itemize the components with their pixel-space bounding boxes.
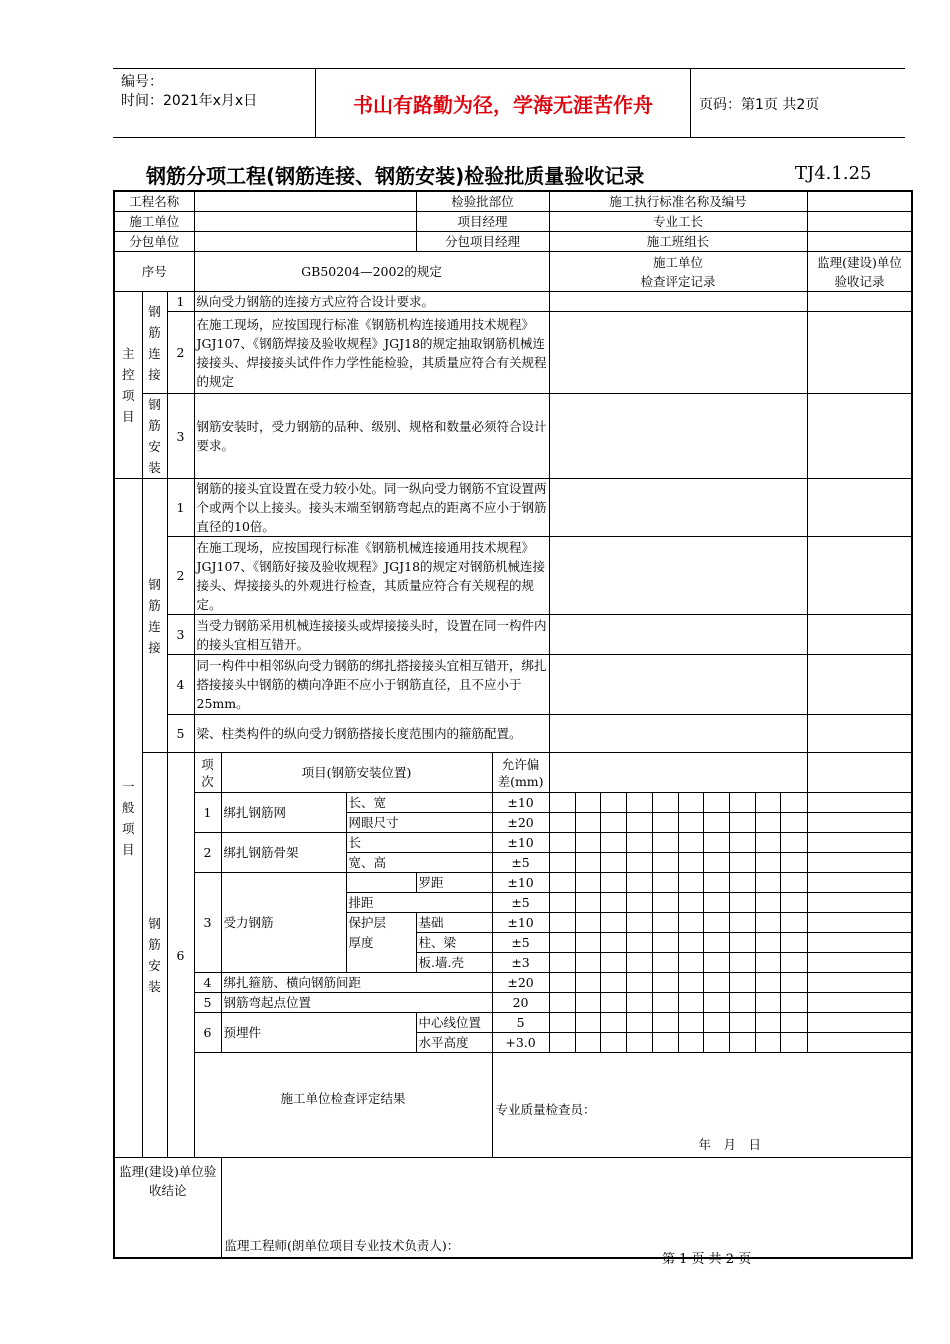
- gen-item-1-record[interactable]: [549, 479, 807, 537]
- measure-cell[interactable]: [627, 1013, 653, 1032]
- measure-grid[interactable]: [549, 853, 807, 873]
- gen-item-3-accept[interactable]: [807, 615, 912, 655]
- col-contractor-record: 施工单位 检查评定记录: [549, 252, 807, 292]
- page-header: [113, 68, 905, 138]
- page-footer: 第 1 页 共 2 页: [662, 1252, 752, 1267]
- label-team-leader: 施工班组长: [549, 232, 807, 252]
- measure-cell[interactable]: [678, 793, 704, 812]
- measure-cell[interactable]: [627, 793, 653, 812]
- install-r5-tol: 20: [492, 993, 549, 1013]
- measure-cell[interactable]: [678, 873, 704, 892]
- measure-cell[interactable]: [550, 893, 576, 912]
- measure-cell[interactable]: [781, 1033, 807, 1052]
- install-r3-name: 受力钢筋: [221, 873, 346, 973]
- measure-grid-table: [550, 953, 807, 972]
- measure-grid[interactable]: [549, 873, 807, 893]
- main-sub-install: 钢 筋 安 装: [142, 394, 167, 479]
- measure-cell[interactable]: [755, 1033, 781, 1052]
- measure-cell[interactable]: [704, 833, 730, 852]
- measure-cell[interactable]: [729, 853, 755, 872]
- measure-cell[interactable]: [601, 853, 627, 872]
- measure-cell[interactable]: [575, 1033, 601, 1052]
- measure-cell[interactable]: [652, 953, 678, 972]
- measure-cell[interactable]: [729, 953, 755, 972]
- measure-cell[interactable]: [652, 853, 678, 872]
- main-item-1-accept[interactable]: [807, 292, 912, 312]
- measure-cell[interactable]: [704, 793, 730, 812]
- install-r3b-accept[interactable]: [807, 893, 912, 913]
- measure-cell[interactable]: [678, 973, 704, 992]
- measure-cell[interactable]: [550, 793, 576, 812]
- main-item-3-no: 3: [167, 394, 194, 479]
- main-item-3-text: 钢筋安装时，受力钢筋的品种、级别、规格和数量必须符合设计要求。: [194, 394, 549, 479]
- measure-cell[interactable]: [781, 813, 807, 832]
- measure-cell[interactable]: [755, 833, 781, 852]
- install-r6-name: 预埋件: [221, 1013, 416, 1053]
- measure-cell[interactable]: [652, 813, 678, 832]
- measure-cell[interactable]: [575, 893, 601, 912]
- measure-cell[interactable]: [781, 973, 807, 992]
- gen-item-1-no: 1: [167, 479, 194, 537]
- measure-cell[interactable]: [729, 893, 755, 912]
- install-r3c-accept[interactable]: [807, 913, 912, 933]
- install-r3e: 板.墙.壳: [416, 953, 492, 973]
- gen-item-1-text: 钢筋的接头宜设置在受力较小处。同一纵向受力钢筋不宜设置两个或两个以上接头。接头末端至钢筋弯起点的距离不应小于钢筋直径的10倍。: [194, 479, 549, 537]
- install-r6-no: 6: [194, 1013, 221, 1053]
- gen-item-2-no: 2: [167, 537, 194, 615]
- install-r1b-accept[interactable]: [807, 813, 912, 833]
- value-subcontractor[interactable]: [194, 232, 416, 252]
- measure-cell[interactable]: [704, 813, 730, 832]
- main-item-3-accept[interactable]: [807, 394, 912, 479]
- value-team-leader[interactable]: [807, 232, 912, 252]
- measure-cell[interactable]: [781, 913, 807, 932]
- measure-cell[interactable]: [729, 993, 755, 1012]
- label-pm: 项目经理: [416, 212, 549, 232]
- measure-cell[interactable]: [550, 933, 576, 952]
- measure-cell[interactable]: [575, 833, 601, 852]
- install-r2b: 宽、高: [346, 853, 492, 873]
- measure-cell[interactable]: [678, 1013, 704, 1032]
- install-head-record[interactable]: [549, 753, 807, 793]
- measure-cell[interactable]: [601, 993, 627, 1012]
- time-label: 时间：2021年x月x日: [121, 93, 258, 109]
- measure-cell[interactable]: [652, 1013, 678, 1032]
- measure-cell[interactable]: [652, 833, 678, 852]
- measure-grid[interactable]: [549, 933, 807, 953]
- measure-cell[interactable]: [627, 933, 653, 952]
- number-label: 编号：: [121, 74, 163, 90]
- measure-cell[interactable]: [678, 813, 704, 832]
- gen-item-2-accept[interactable]: [807, 537, 912, 615]
- install-r3e-accept[interactable]: [807, 953, 912, 973]
- measure-grid-table: [550, 893, 807, 912]
- measure-grid[interactable]: [549, 973, 807, 993]
- measure-grid-table: [550, 993, 807, 1012]
- measure-grid[interactable]: [549, 833, 807, 853]
- measure-cell[interactable]: [601, 873, 627, 892]
- install-r1a-accept[interactable]: [807, 793, 912, 813]
- measure-grid-table: [550, 873, 807, 892]
- gen-item-1-accept[interactable]: [807, 479, 912, 537]
- measure-cell[interactable]: [781, 1013, 807, 1032]
- measure-cell[interactable]: [652, 973, 678, 992]
- measure-grid-table: [550, 793, 807, 812]
- col-spec: GB50204—2002的规定: [194, 252, 549, 292]
- main-item-3-record[interactable]: [549, 394, 807, 479]
- label-contractor: 施工单位: [114, 212, 194, 232]
- gen-item-3-record[interactable]: [549, 615, 807, 655]
- measure-cell[interactable]: [755, 893, 781, 912]
- measure-cell[interactable]: [678, 913, 704, 932]
- main-items-label: 主 控 项 目: [114, 292, 142, 479]
- value-contractor[interactable]: [194, 212, 416, 232]
- measure-cell[interactable]: [627, 1033, 653, 1052]
- measure-cell[interactable]: [550, 873, 576, 892]
- install-r2a-tol: ±10: [492, 833, 549, 853]
- general-sub-install: 钢 筋 安 装: [142, 753, 167, 1158]
- measure-cell[interactable]: [575, 853, 601, 872]
- measure-grid-table: [550, 1033, 807, 1052]
- main-sub-connection: 钢 筋 连 接: [142, 292, 167, 394]
- measure-cell[interactable]: [550, 953, 576, 972]
- gen-item-4-text: 同一构件中相邻纵向受力钢筋的绑扎搭接接头宜相互错开，绑扎搭接接头中钢筋的横向净距不应小于钢筋直径，且不应小于25mm。: [194, 655, 549, 715]
- install-r6b-tol: +3.0: [492, 1033, 549, 1053]
- measure-cell[interactable]: [755, 933, 781, 952]
- measure-cell[interactable]: [781, 993, 807, 1012]
- measure-cell[interactable]: [678, 933, 704, 952]
- install-r3d-tol: ±5: [492, 933, 549, 953]
- measure-cell[interactable]: [704, 933, 730, 952]
- gen-item-3-text: 当受力钢筋采用机械连接接头或焊接接头时，设置在同一构件内的接头宜相互错开。: [194, 615, 549, 655]
- install-r3c-tol: ±10: [492, 913, 549, 933]
- measure-cell[interactable]: [550, 1013, 576, 1032]
- measure-grid-table: [550, 1013, 807, 1032]
- measure-grid-table: [550, 833, 807, 852]
- install-r3d: 柱、梁: [416, 933, 492, 953]
- install-r3-no: 3: [194, 873, 221, 973]
- install-r3a-blank: [346, 873, 416, 893]
- measure-grid[interactable]: [549, 913, 807, 933]
- result-date: 年 月 日: [698, 1137, 762, 1152]
- install-r5-no: 5: [194, 993, 221, 1013]
- gen-item-2-record[interactable]: [549, 537, 807, 615]
- install-r4-name: 绑扎箍筋、横向钢筋间距: [221, 973, 492, 993]
- measure-cell[interactable]: [652, 913, 678, 932]
- install-r1-no: 1: [194, 793, 221, 833]
- measure-cell[interactable]: [575, 1013, 601, 1032]
- inspection-table: [113, 190, 913, 1259]
- measure-grid[interactable]: [549, 993, 807, 1013]
- measure-cell[interactable]: [704, 1013, 730, 1032]
- measure-cell[interactable]: [601, 953, 627, 972]
- measure-cell[interactable]: [781, 933, 807, 952]
- measure-cell[interactable]: [704, 913, 730, 932]
- measure-grid[interactable]: [549, 953, 807, 973]
- measure-cell[interactable]: [704, 893, 730, 912]
- install-r1b: 网眼尺寸: [346, 813, 492, 833]
- general-sub-connection: 钢 筋 连 接: [142, 479, 167, 753]
- col-supervisor-record: 监理(建设)单位 验收记录: [807, 252, 912, 292]
- measure-cell[interactable]: [550, 973, 576, 992]
- install-r3e-tol: ±3: [492, 953, 549, 973]
- measure-cell[interactable]: [678, 853, 704, 872]
- measure-cell[interactable]: [601, 973, 627, 992]
- measure-cell[interactable]: [729, 873, 755, 892]
- main-item-1-text: 纵向受力钢筋的连接方式应符合设计要求。: [194, 292, 549, 312]
- document-title: 钢筋分项工程(钢筋连接、钢筋安装)检验批质量验收记录: [146, 164, 645, 188]
- value-foreman[interactable]: [807, 212, 912, 232]
- measure-cell[interactable]: [575, 973, 601, 992]
- col-seq: 序号: [114, 252, 194, 292]
- measure-cell[interactable]: [729, 973, 755, 992]
- inspector-label: 专业质量检查员：: [495, 1102, 596, 1117]
- gen-item-5-text: 梁、柱类构件的纵向受力钢筋搭接长度范围内的箍筋配置。: [194, 715, 549, 753]
- measure-cell[interactable]: [704, 973, 730, 992]
- measure-cell[interactable]: [627, 813, 653, 832]
- measure-cell[interactable]: [550, 1033, 576, 1052]
- install-r3a: 罗距: [416, 873, 492, 893]
- install-r2a-accept[interactable]: [807, 833, 912, 853]
- measure-cell[interactable]: [575, 873, 601, 892]
- measure-cell[interactable]: [627, 953, 653, 972]
- engineer-label: 监理工程师(朗单位项目专业技术负责人)：: [224, 1237, 460, 1253]
- label-subcontractor: 分包单位: [114, 232, 194, 252]
- measure-cell[interactable]: [781, 893, 807, 912]
- install-head-no: 项 次: [194, 753, 221, 793]
- measure-cell[interactable]: [601, 913, 627, 932]
- value-project-name[interactable]: [194, 191, 416, 212]
- measure-cell[interactable]: [678, 953, 704, 972]
- measure-cell[interactable]: [550, 853, 576, 872]
- measure-cell[interactable]: [550, 813, 576, 832]
- measure-cell[interactable]: [575, 993, 601, 1012]
- measure-cell[interactable]: [678, 893, 704, 912]
- install-r6a-accept[interactable]: [807, 1013, 912, 1033]
- gen-item-4-no: 4: [167, 655, 194, 715]
- measure-cell[interactable]: [627, 833, 653, 852]
- gen-item-4-accept[interactable]: [807, 655, 912, 715]
- measure-cell[interactable]: [575, 813, 601, 832]
- main-item-2-accept[interactable]: [807, 312, 912, 394]
- label-standard: 施工执行标准名称及编号: [549, 191, 807, 212]
- measure-grid[interactable]: [549, 1013, 807, 1033]
- gen-item-5-no: 5: [167, 715, 194, 753]
- install-r3a-tol: ±10: [492, 873, 549, 893]
- install-r1-name: 绑扎钢筋网: [221, 793, 346, 833]
- measure-cell[interactable]: [755, 873, 781, 892]
- measure-grid-table: [550, 973, 807, 992]
- gen-item-5-record[interactable]: [549, 715, 807, 753]
- measure-cell[interactable]: [755, 993, 781, 1012]
- gen-item-2-text: 在施工现场，应按国现行标准《钢筋机械连接通用技术规程》JGJ107、《钢筋好接及验收规程》JGJ18的规定对钢筋机械连接接头、焊接接头的外观进行检查，其质量应符合有关规程的规定。: [194, 537, 549, 615]
- measure-cell[interactable]: [627, 973, 653, 992]
- main-item-2-no: 2: [167, 312, 194, 394]
- measure-cell[interactable]: [652, 893, 678, 912]
- measure-cell[interactable]: [601, 833, 627, 852]
- measure-cell[interactable]: [627, 853, 653, 872]
- value-standard[interactable]: [807, 191, 912, 212]
- measure-cell[interactable]: [729, 1033, 755, 1052]
- measure-cell[interactable]: [678, 833, 704, 852]
- install-r5-accept[interactable]: [807, 993, 912, 1013]
- measure-cell[interactable]: [729, 833, 755, 852]
- measure-cell[interactable]: [781, 953, 807, 972]
- label-sub-pm: 分包项目经理: [416, 232, 549, 252]
- measure-cell[interactable]: [729, 1013, 755, 1032]
- label-project-name: 工程名称: [114, 191, 194, 212]
- document-code: TJ4.1.25: [795, 163, 872, 184]
- measure-grid-table: [550, 853, 807, 872]
- install-r2-no: 2: [194, 833, 221, 873]
- contractor-result-label: 施工单位检查评定结果: [194, 1053, 492, 1158]
- install-r4-accept[interactable]: [807, 973, 912, 993]
- label-foreman: 专业工长: [549, 212, 807, 232]
- measure-cell[interactable]: [781, 793, 807, 812]
- supervisor-result-area[interactable]: [221, 1158, 912, 1258]
- measure-cell[interactable]: [550, 993, 576, 1012]
- measure-cell[interactable]: [704, 1033, 730, 1052]
- measure-cell[interactable]: [601, 1033, 627, 1052]
- measure-cell[interactable]: [781, 833, 807, 852]
- measure-cell[interactable]: [627, 893, 653, 912]
- gen-item-3-no: 3: [167, 615, 194, 655]
- measure-cell[interactable]: [704, 993, 730, 1012]
- measure-cell[interactable]: [704, 953, 730, 972]
- measure-grid[interactable]: [549, 893, 807, 913]
- install-r4-tol: ±20: [492, 973, 549, 993]
- measure-cell[interactable]: [729, 913, 755, 932]
- measure-cell[interactable]: [575, 913, 601, 932]
- measure-grid-table: [550, 813, 807, 832]
- main-item-2-record[interactable]: [549, 312, 807, 394]
- measure-cell[interactable]: [575, 793, 601, 812]
- install-r4-no: 4: [194, 973, 221, 993]
- install-r1a: 长、宽: [346, 793, 492, 813]
- install-r6a-tol: 5: [492, 1013, 549, 1033]
- measure-cell[interactable]: [652, 1033, 678, 1052]
- install-r6b: 水平高度: [416, 1033, 492, 1053]
- measure-cell[interactable]: [627, 993, 653, 1012]
- install-head-accept[interactable]: [807, 753, 912, 793]
- measure-cell[interactable]: [781, 853, 807, 872]
- measure-cell[interactable]: [755, 953, 781, 972]
- measure-cell[interactable]: [755, 793, 781, 812]
- install-r5-name: 钢筋弯起点位置: [221, 993, 492, 1013]
- measure-cell[interactable]: [601, 1013, 627, 1032]
- install-r1a-tol: ±10: [492, 793, 549, 813]
- label-inspection-part: 检验批部位: [416, 191, 549, 212]
- measure-cell[interactable]: [704, 873, 730, 892]
- install-r3a-accept[interactable]: [807, 873, 912, 893]
- gen-item-4-record[interactable]: [549, 655, 807, 715]
- measure-cell[interactable]: [601, 793, 627, 812]
- motto: 书山有路勤为径，学海无涯苦作舟: [315, 69, 691, 137]
- measure-cell[interactable]: [575, 953, 601, 972]
- install-r2b-tol: ±5: [492, 853, 549, 873]
- install-r1b-tol: ±20: [492, 813, 549, 833]
- measure-cell[interactable]: [704, 853, 730, 872]
- measure-cell[interactable]: [781, 873, 807, 892]
- supervisor-result-label: 监理(建设)单位验收结论: [114, 1158, 221, 1258]
- measure-cell[interactable]: [755, 1013, 781, 1032]
- page-label: 页码：第1页 共2页: [699, 97, 820, 113]
- measure-cell[interactable]: [755, 813, 781, 832]
- measure-cell[interactable]: [652, 793, 678, 812]
- measure-cell[interactable]: [755, 973, 781, 992]
- measure-cell[interactable]: [755, 853, 781, 872]
- measure-cell[interactable]: [729, 813, 755, 832]
- main-item-1-no: 1: [167, 292, 194, 312]
- measure-cell[interactable]: [652, 993, 678, 1012]
- contractor-result-area[interactable]: [492, 1053, 912, 1158]
- measure-grid[interactable]: [549, 1033, 807, 1053]
- measure-cell[interactable]: [678, 1033, 704, 1052]
- install-r3c: 基础: [416, 913, 492, 933]
- measure-grid[interactable]: [549, 813, 807, 833]
- general-items-label: 一 般 项 目: [114, 479, 142, 1158]
- measure-cell[interactable]: [550, 833, 576, 852]
- main-item-2-text: 在施工现场，应按国现行标准《钢筋机构连接通用技术规程》JGJ107、《钢筋焊接及验收规程》JGJ18的规定抽取钢筋机械连接接头、焊接接头试件作力学性能检验，其质量应符合有关规程的规定: [194, 312, 549, 394]
- install-r2a: 长: [346, 833, 492, 853]
- install-r3c-group: 保护层 厚度: [346, 913, 416, 973]
- install-head-item: 项目(钢筋安装位置): [221, 753, 492, 793]
- measure-cell[interactable]: [652, 933, 678, 952]
- header-left: [121, 73, 257, 111]
- measure-grid[interactable]: [549, 793, 807, 813]
- measure-cell[interactable]: [652, 873, 678, 892]
- measure-cell[interactable]: [601, 813, 627, 832]
- install-r3d-accept[interactable]: [807, 933, 912, 953]
- install-r3b: 排距: [346, 893, 492, 913]
- measure-cell[interactable]: [678, 993, 704, 1012]
- measure-cell[interactable]: [627, 913, 653, 932]
- measure-grid-table: [550, 933, 807, 952]
- install-r6a: 中心线位置: [416, 1013, 492, 1033]
- install-r2-name: 绑扎钢筋骨架: [221, 833, 346, 873]
- measure-cell[interactable]: [601, 933, 627, 952]
- measure-cell[interactable]: [601, 893, 627, 912]
- measure-cell[interactable]: [729, 793, 755, 812]
- install-item-no: 6: [167, 753, 194, 1158]
- install-r2b-accept[interactable]: [807, 853, 912, 873]
- measure-cell[interactable]: [729, 933, 755, 952]
- install-r6b-accept[interactable]: [807, 1033, 912, 1053]
- install-head-tol: 允许偏 差(mm): [492, 753, 549, 793]
- measure-cell[interactable]: [627, 873, 653, 892]
- measure-cell[interactable]: [755, 913, 781, 932]
- measure-cell[interactable]: [575, 933, 601, 952]
- measure-grid-table: [550, 913, 807, 932]
- main-item-1-record[interactable]: [549, 292, 807, 312]
- measure-cell[interactable]: [550, 913, 576, 932]
- install-r3b-tol: ±5: [492, 893, 549, 913]
- gen-item-5-accept[interactable]: [807, 715, 912, 753]
